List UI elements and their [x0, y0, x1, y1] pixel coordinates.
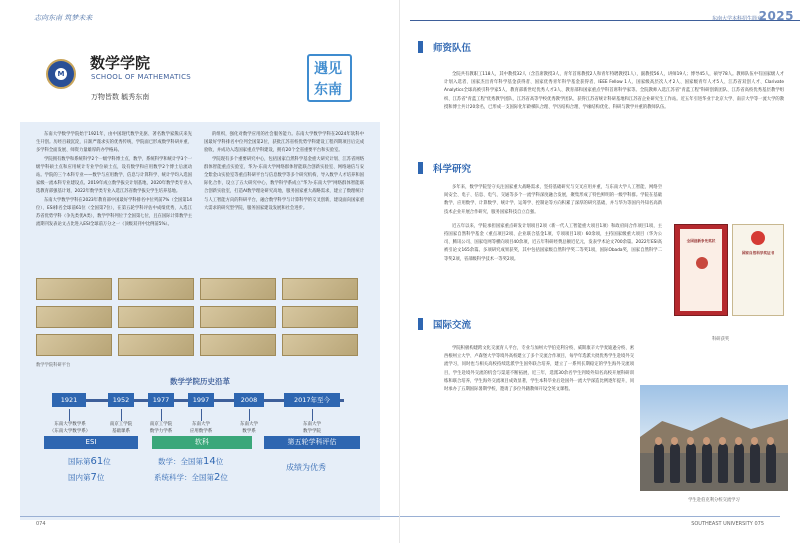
research-text — [444, 184, 662, 264]
faculty-title: 师资队伍 — [433, 43, 472, 54]
header-motto: 志向东南 筑梦未来 — [34, 14, 93, 22]
intro-paragraph: 东南大学数学学科在2023年教育部中国最好学科排名中位列前7%（全国第14位）、ESI排名全球前61位（全国第7位），在第五轮学科评估中成绩优秀，入选江苏省优势学科（争先类优A类），数学学科列位于全国第七位，且在国际计算数学主流期刊发表论文占比进入ESI全球前万分之一（顶级双刊中比例前5%）。 — [36, 197, 192, 228]
timeline-tick — [201, 409, 202, 421]
intl-title: 国际交流 — [433, 320, 472, 331]
photo-caption: 学生赴伯克利分校交流学习 — [688, 498, 740, 503]
seal-icon — [696, 257, 708, 269]
person-head — [703, 437, 710, 445]
esi-intl-post: 位 — [103, 457, 111, 466]
timeline-tick — [69, 409, 70, 421]
eval-result: 成绩为优秀 — [286, 463, 326, 472]
person-figure — [750, 443, 760, 483]
school-logo — [46, 59, 76, 89]
timeline-name: 东南大学 应用数学系 — [189, 422, 213, 434]
plaque-image — [36, 334, 112, 356]
award-certificates — [670, 219, 788, 329]
ruanke-math-post: 位 — [215, 457, 224, 466]
school-logo-mark: M — [55, 68, 67, 80]
plaque-image — [282, 306, 358, 328]
school-name-en: SCHOOL OF MATHEMATICS — [91, 73, 192, 81]
intro-column-1 — [36, 131, 192, 229]
school-name-cn: 数学学院 — [90, 54, 151, 72]
esi-intl-rank — [68, 456, 111, 467]
timeline-year: 1921 — [52, 393, 86, 407]
header-label: 东南大学本科招生简章 — [711, 16, 762, 22]
esi-dom-pre: 国内第 — [68, 473, 91, 482]
person-figure — [718, 443, 728, 483]
intl-paragraph: 学院积极构建跨文化交流育人平台，专业与加州大学伯克利分校、威斯康辛大学麦迪逊分校、密西根州立大学、卢森堡大学等境外高校建立了多个交流合作项目，每学年选派大批优秀学生赴境外交流学习，同时也与相关高校持续选派学生国外联合培养，建立了一系列长期稳定的学生海外交流项目，学生赴境外交流的机会与渠道不断拓展，近三年，选派30余名学生到境外知名高校开展科研训练和联合培养，学生海外交流项目成效显著，学生本科毕业后赴国外一流大学深造比例逐年提升，同时承办了五期国际暑期学校，邀请了多位外籍教师开设全英文课程。 — [444, 346, 634, 393]
plaque-image — [282, 334, 358, 356]
person-figure — [686, 443, 696, 483]
ruanke-sys-pre: 系统科学：全国第 — [154, 473, 214, 482]
person-head — [719, 437, 726, 445]
national-emblem-icon — [751, 231, 765, 245]
person-figure — [734, 443, 744, 483]
intro-column-2 — [204, 131, 364, 213]
timeline-year: 1977 — [148, 393, 174, 407]
faculty-text — [444, 71, 784, 112]
person-head — [767, 437, 774, 445]
meet-southeast-badge — [307, 54, 352, 102]
timeline-tick — [121, 409, 122, 421]
esi-dom-post: 位 — [96, 473, 105, 482]
ruanke-sys-post: 位 — [220, 473, 228, 482]
person-head — [735, 437, 742, 445]
badge-line-1: 遇见 — [314, 61, 342, 77]
eval-header: 第五轮学科评估 — [264, 436, 360, 449]
header-year: 2025 — [758, 9, 794, 23]
certificate-title: 全国创新争先奖状 — [686, 239, 716, 243]
ruanke-math-pre: 数学：全国第 — [158, 457, 203, 466]
plaque-image — [36, 278, 112, 300]
timeline-tick — [249, 409, 250, 421]
plaque-image — [118, 306, 194, 328]
timeline-year: 1952 — [108, 393, 134, 407]
intro-paragraph: 学院现有多个重要研究中心，包括国家自然科学基金重大研究计划、江苏省网络群体智能重点实验室、华为-东南大学网络群体智能联合创新实验室、网络通信与安全紫金山实验室等重点科研平台与信息数学等多个研究机构，导入数学人才培养和国际化合作，设立了五大研究中心，数学科学系成立"华为-东南大学"网络群体智能联合创新实验室，打造AI数学理论研究高地，服务国家重大战略需求，建立了数理统计与人工智能方向的科研平台，融合数学科学与计算科学的交叉创新，建设面向国家重大需求的研究型学院，服务国家建设发展和社会进步。 — [204, 156, 364, 211]
esi-header: ESI — [44, 436, 138, 449]
timeline-tick — [312, 409, 313, 421]
plaque-image — [200, 334, 276, 356]
page-number: 075 — [754, 521, 764, 527]
timeline-name: 东南大学 数学系 — [240, 422, 258, 434]
certificate-face — [680, 229, 722, 311]
plaque-image — [36, 306, 112, 328]
plaques-caption: 数学学院科研平台 — [36, 363, 71, 368]
intl-text — [444, 345, 634, 394]
bottom-rule — [400, 516, 780, 517]
certificate-title: 国家自然科学奖证书 — [741, 251, 775, 255]
esi-domestic-rank — [68, 472, 104, 483]
ruanke-sys-num: 2 — [214, 472, 221, 483]
person-figure — [654, 443, 664, 483]
research-platform-plaques — [36, 278, 358, 356]
esi-dom-num: 7 — [90, 472, 97, 483]
page-number-left: 074 — [36, 521, 46, 527]
plaque-image — [118, 278, 194, 300]
section-marker — [418, 162, 423, 174]
person-figure — [670, 443, 680, 483]
person-figure — [702, 443, 712, 483]
esi-intl-pre: 国际第 — [68, 457, 91, 466]
badge-line-2: 东南 — [314, 82, 342, 98]
timeline-name: 东南大学数学系 （东南大学数学系） — [49, 422, 91, 434]
person-head — [671, 437, 678, 445]
esi-intl-num: 61 — [90, 456, 104, 467]
section-marker — [418, 318, 423, 330]
ruanke-math-num: 14 — [203, 456, 216, 467]
right-page — [400, 0, 800, 543]
school-motto: 万物皆数 毓秀东南 — [91, 93, 150, 101]
intro-paragraph: 学院拥有数学和系统科学2个一级学科博士点、数学、系统科学和统计学3个一级学科硕士点和应用统计专业学位硕士点，设有数学和应用数学2个博士后流动站。学院的三个本科专业——数学与应用数学、信息与计算科学、统计学均入选国家级一流本科专业建设点。2019年成立数学拔尖计划基地，2020年数学类专业入选教育部强基计划，2022年数学类专业入选江苏省数学拔尖学生培养基地。 — [36, 156, 192, 195]
plaque-image — [282, 278, 358, 300]
timeline-year: 1997 — [188, 393, 214, 407]
plaque-image — [200, 306, 276, 328]
bottom-rule — [20, 516, 399, 517]
research-paragraph: 近五年以来，学院承担国家重点研发计划项目2项（新一代人工智能重大项目1项）和政府间合作项目1项，主持国家自然科学基金（重点项目2项、企业联合基金1项、专项项目1项）60余项，主持国家级重大项目（华为公司、腾讯公司、国家电网等横向项目40余项，近五年科研经费总额近亿元，发表学术论文700余篇。2022年ESI高被引论文165余篇。多项研究成果获奖，其中包括国家级自然科学奖二等奖1项，国际Obada奖，国家自然科学二等奖2项，省部级科学技术一等奖2项。 — [444, 223, 662, 262]
intro-paragraph: 东南大学数学学院始于1921年，由中国现代数学先驱、著名数学家熊庆来先生开创。历经百载沉淀，日渐严谨求实的优秀传统，学院面已形成数学科研并重、多学科全面发展、师资力量雄厚的办学格局。 — [36, 132, 192, 154]
person-figure — [766, 443, 776, 483]
faculty-paragraph: 全院共有教职工118人，其中教授32人（含首席教授3人、青年首席教授2人和青年特聘教授1人），副教授56人，讲师19人；博导45人，硕导78人。教师队伍中有国家级人才计划入选者、国家杰出青年科学基金获得者、国家优秀青年科学基金获得者、IEEE Fellow 1人、国家级高层次人才2人、国家级青年人才5人、江苏省双创人才、Clarivate Analytics全球高被引科学家5人、教育部新世纪优秀人才3人、教育部和国家重点学科首席科学家等。全院教师入选江苏省"青蓝工程"科研创新团队、江苏省高校优秀基层教学组织、江苏省"青蓝工程"优秀教学团队、江苏省高等学校优秀教学团队、获得江苏省统计科研基地和江苏省企业研究生工作站。近五年引进华业于北京大学、南京大学等一流大学的教授和博士共计20余名，已形成一支国际化年龄梯队合理、学历结构合理、学缘结构优化、科研与教学并重的教师队伍。 — [444, 72, 784, 110]
certificate-caption: 科研获奖 — [712, 337, 730, 342]
section-marker — [418, 41, 423, 53]
exchange-photo — [640, 385, 788, 491]
timeline-year: 2008 — [234, 393, 264, 407]
page-number-right — [691, 521, 764, 527]
person-head — [655, 437, 662, 445]
plaque-image — [118, 334, 194, 356]
research-paragraph: 多年来，数学学院坚守关注国家重大战略需求，坚持基础研究与交叉应用并重，与东南大学人工智能、网络空间安全、电子、信息、电气、交通等多个一流学科深度融合发展，聚集形成了特色鲜明的一级学科群。学院在基础数学、应用数学、计算数学、统计学、运筹学、控制论等方向积累了深厚的研究基础，并与华为等国内外知名高新技术企业开展合作研究，服务国家科技自立自强。 — [444, 185, 662, 215]
intro-paragraph: 的组织，强化对数学应用的社会服务能力。东南大学数学学科在2024年软科中国最好学科排名中位列全国第2位，获批江苏省校优势学科建设工程四期项目后完成验收，并成功入选国家重点学科建设，拥有20个全省重要平台和实验室。 — [204, 132, 364, 154]
timeline-name: 南京工学院 数学力学系 — [149, 422, 173, 434]
person-head — [687, 437, 694, 445]
ruanke-header: 软科 — [152, 436, 252, 449]
person-head — [751, 437, 758, 445]
timeline-tick — [161, 409, 162, 421]
award-certificate-image — [732, 224, 784, 316]
timeline-name: 东南大学 数学学院 — [303, 422, 321, 434]
research-title: 科学研究 — [433, 164, 472, 175]
timeline-year: 2017年至今 — [284, 393, 340, 407]
history-title: 数学学院历史沿革 — [170, 377, 230, 386]
award-certificate-image — [674, 224, 728, 316]
ruanke-system-rank — [154, 472, 228, 483]
ruanke-math-rank — [158, 456, 223, 467]
university-label: SOUTHEAST UNIVERSITY — [691, 521, 753, 527]
timeline-name: 南京工学院 基础课系 — [109, 422, 133, 434]
plaque-image — [200, 278, 276, 300]
